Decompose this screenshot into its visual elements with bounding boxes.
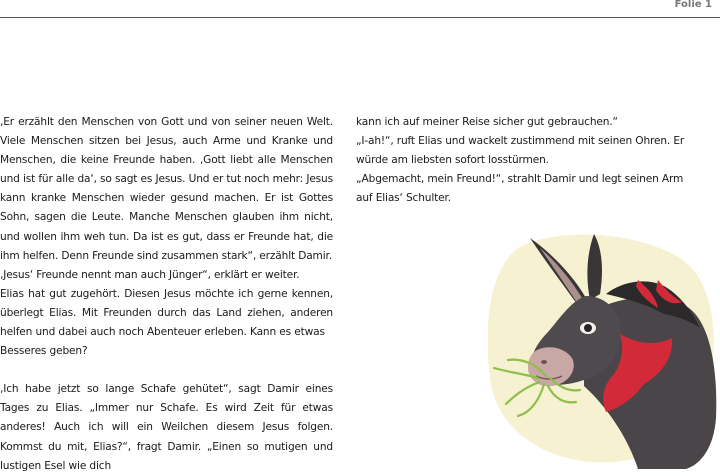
paragraph bbox=[0, 113, 333, 266]
paragraph bbox=[0, 380, 333, 475]
text-line: „I-ah!“, ruft Elias und wackelt zustimmend mit seinen Ohren. Er bbox=[356, 135, 685, 148]
paragraph bbox=[356, 151, 692, 170]
text-line: ‚Er erzählt den Menschen von Gott und von seiner neuen Welt. bbox=[0, 116, 333, 128]
text-line: ihm helfen. Denn Freunde sind zusammen stark“, erzählt Damir. bbox=[0, 249, 332, 262]
text-line: Auch ich will ein Weilchen diesem Jesus folgen. Kommst du mit, bbox=[0, 421, 333, 453]
text-line: würde am liebsten sofort losstürmen. bbox=[356, 154, 549, 167]
text-line: auf Elias‘ Schulter. bbox=[356, 192, 451, 205]
paragraph bbox=[0, 266, 333, 285]
text-line: Menschen, die keine Freunde haben. ‚Gott liebt alle Menschen bbox=[0, 154, 333, 167]
text-line: überlegt Elias. Mit Freunden durch das Land ziehen, anderen bbox=[0, 306, 333, 319]
text-line: und ist für alle da‘, so sagt es Jesus. Und er tut noch mehr: Jesus bbox=[0, 173, 333, 186]
text-line: kann kranke Menschen wieder gesund machen. Er ist Gottes bbox=[0, 192, 333, 205]
left-text-column bbox=[0, 113, 333, 476]
paragraph bbox=[0, 342, 333, 361]
header-rule bbox=[0, 17, 720, 18]
text-line: Elias hat gut zugehört. Diesen Jesus möchte ich gerne kennen, bbox=[0, 287, 333, 300]
text-line: helfen und dabei auch noch Abenteuer erleben. Kann es etwas bbox=[0, 326, 325, 339]
paragraph bbox=[356, 113, 692, 132]
text-line: und wollen ihm weh tun. Da ist es gut, dass er Freunde hat, die bbox=[0, 230, 333, 243]
text-line: kann ich auf meiner Reise sicher gut gebrauchen.“ bbox=[356, 116, 618, 128]
paragraph bbox=[356, 189, 692, 208]
text-line: zu Elias. „Immer nur Schafe. Es wird Zeit für etwas anderes! bbox=[0, 402, 334, 434]
text-line: Sohn, sagen die Leute. Manche Menschen glauben ihm nicht, bbox=[0, 211, 333, 224]
text-line: Elias?“, fragt Damir. „Einen so mutigen und lustigen Esel wie dich bbox=[0, 440, 333, 472]
paragraph bbox=[356, 170, 692, 189]
text-line: Viele Menschen sitzen bei Jesus, auch Arme und Kranke und bbox=[0, 135, 333, 148]
text-line: ‚Jesus‘ Freunde nennt man auch Jünger“, erklärt er weiter. bbox=[0, 268, 300, 281]
text-line: Besseres geben? bbox=[0, 345, 88, 358]
right-text-column bbox=[356, 113, 692, 208]
donkey-illustration bbox=[488, 228, 720, 469]
paragraph bbox=[356, 132, 692, 151]
slide-label: Folie 1 bbox=[674, 0, 712, 10]
text-line: ‚Ich habe jetzt so lange Schafe gehütet“, sagt Damir eines Tages bbox=[0, 383, 333, 415]
text-line: „Abgemacht, mein Freund!“, strahlt Damir und legt seinen Arm bbox=[356, 173, 684, 186]
paragraph bbox=[0, 285, 333, 342]
